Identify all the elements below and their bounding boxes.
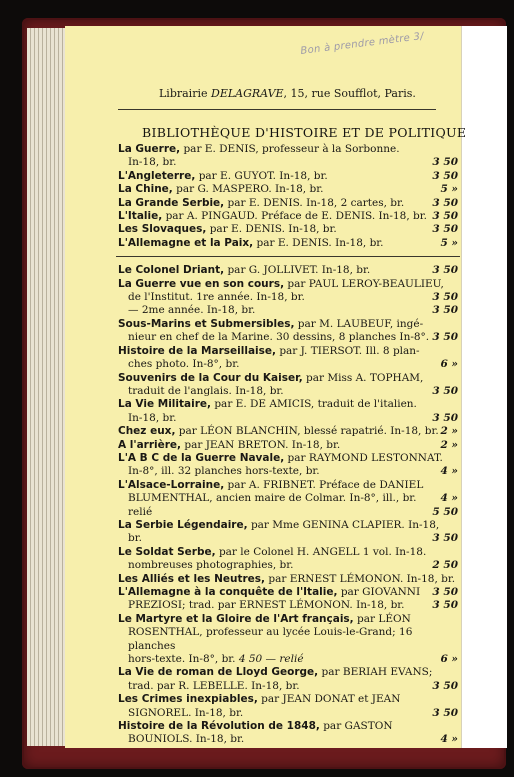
entry-price: 2 » (440, 438, 458, 451)
adjacent-page (461, 26, 507, 748)
entry-continuation (118, 680, 458, 693)
entry-details-cont: SIGNOREL. In-18, br. (128, 706, 244, 719)
entry-price: 4 » (440, 492, 458, 505)
entry-title: Histoire de la Révolution de 1848, (118, 720, 320, 733)
entry-title: L'Allemagne à la conquête de l'Italie, (118, 586, 338, 598)
catalog-entry (118, 183, 458, 196)
entry-title: Les Slovaques, (118, 223, 207, 236)
entry-title: La Vie Militaire, (118, 398, 211, 411)
entry-title: L'Angleterre, (118, 169, 196, 182)
entry-details: par A. PINGAUD. Préface de E. DENIS. In-18, br. (162, 210, 427, 223)
entry-price: 3 50 (432, 210, 458, 223)
catalog-entry (118, 519, 458, 546)
entry-details-cont: br. (128, 532, 142, 545)
entry-continuation (118, 492, 458, 505)
entry-details: par PAUL LEROY-BEAULIEU, (284, 277, 444, 290)
entry-price: 3 50 (432, 384, 458, 397)
catalog-entry (118, 479, 458, 519)
entry-details-cont: de l'Institut. 1re année. In-18, br. (128, 291, 305, 304)
entry-details-cont: nieur en chef de la Marine. 30 dessins, 8 planches In-8°. (128, 331, 430, 344)
entry-price: 5 » (440, 183, 458, 196)
entry-details-cont: ches photo. In-8°, br. (128, 358, 240, 371)
entry-price: 5 50 (432, 505, 458, 518)
entry-title: Les Alliés et les Neutres, (118, 572, 266, 585)
catalog-entry (118, 398, 458, 425)
entry-price: 3 50 (432, 264, 458, 277)
entry-title: Le Colonel Driant, (118, 264, 225, 277)
entry-title: A l'arrière, (118, 438, 182, 451)
catalog-entry (118, 425, 458, 438)
publisher-address: , 15, rue Soufflot, Paris. (283, 87, 416, 100)
entry-details: par A. FRIBNET. Préface de DANIEL (224, 478, 424, 491)
catalog-entry (118, 237, 458, 250)
entry-price: 6 » (440, 358, 458, 371)
entry-title: La Serbie Légendaire, (118, 518, 248, 531)
entry-details-cont: — 2me année. In-18, br. (128, 304, 256, 317)
catalog-group-2 (118, 264, 458, 747)
entry-details: par E. GUYOT. In-18, br. (195, 169, 328, 182)
entry-details: par E. DENIS. In-18, 2 cartes, br. (224, 196, 405, 209)
entry-title: L'Alsace-Lorraine, (118, 478, 225, 491)
entry-details: par LÉON (353, 612, 411, 625)
entry-continuation (118, 707, 458, 720)
entry-title: L'Italie, (118, 210, 163, 223)
catalog-entry (118, 278, 458, 318)
entry-price: 3 50 (432, 679, 458, 692)
entry-price: 6 » (440, 653, 458, 666)
catalog-entry (118, 318, 458, 345)
entry-continuation (118, 733, 458, 746)
entry-continuation (118, 331, 458, 344)
entry-price: 3 50 (432, 304, 458, 317)
pencil-annotation: Bon à prendre mètre 3/ (299, 30, 425, 58)
entry-continuation (118, 412, 458, 425)
catalog-entry (118, 546, 458, 573)
entry-price: 2 » (440, 425, 458, 438)
entry-details: par ERNEST LÉMONON. In-18, br. (265, 572, 456, 585)
catalog-entry (118, 197, 458, 210)
entry-price: 3 50 (432, 599, 458, 612)
entry-details-cont: BOUNIOLS. In-18, br. (128, 733, 245, 746)
entry-price: 3 50 (432, 156, 458, 169)
entry-price: 3 50 (432, 532, 458, 545)
entry-details-cont: nombreuses photographies, br. (128, 559, 294, 572)
entry-details: par E. DENIS, professeur à la Sorbonne. (180, 143, 400, 155)
catalog-entry (118, 372, 458, 399)
entry-title: La Guerre vue en son cours, (118, 277, 285, 290)
entry-price: 3 50 (432, 223, 458, 236)
entry-continuation (118, 358, 458, 371)
catalog-entry (118, 439, 458, 452)
entry-continuation (118, 291, 458, 304)
entry-price: 4 » (440, 733, 458, 746)
entry-details: par GASTON (319, 720, 393, 733)
entry-continuation (118, 559, 458, 572)
entry-details-cont: PREZIOSI; trad. par ERNEST LÉMONON. In-18, br. (128, 599, 405, 612)
entry-title: Le Soldat Serbe, (118, 545, 216, 558)
entry-title: La Chine, (118, 183, 173, 196)
catalog-entry (118, 666, 458, 693)
catalog-entry (118, 586, 458, 613)
entry-details: par JEAN DONAT et JEAN (257, 693, 401, 706)
entry-price: 3 50 (432, 331, 458, 344)
entry-price: 3 50 (432, 196, 458, 209)
entry-details: par E. DENIS. In-18, br. (206, 223, 337, 236)
entry-details: par E. DENIS. In-18, br. (253, 236, 384, 249)
entry-continuation (118, 626, 458, 653)
entry-continuation (118, 465, 458, 478)
header-rule (118, 109, 436, 110)
entry-details-cont: ROSENTHAL, professeur au lycée Louis-le-Grand; 16 planches (128, 626, 413, 652)
entry-price: 3 50 (432, 169, 458, 182)
publisher-line (159, 87, 416, 100)
page-edges (27, 28, 65, 746)
entry-details: par RAYMOND LESTONNAT. (284, 451, 443, 464)
catalog-list (118, 143, 458, 747)
entry-details: par E. DE AMICIS, traduit de l'italien. (211, 398, 417, 411)
entry-details-cont: traduit de l'anglais. In-18, br. (128, 384, 284, 397)
entry-details: par BERIAH EVANS; (318, 666, 433, 679)
catalog-entry (118, 143, 458, 170)
entry-details: par LÉON BLANCHIN, blessé rapatrié. In-18, br. (175, 425, 439, 438)
catalog-entry (118, 210, 458, 223)
entry-title: La Vie de roman de Lloyd George, (118, 666, 319, 679)
entry-details: par Miss A. TOPHAM, (302, 371, 424, 384)
catalog-entry (118, 223, 458, 236)
entry-title: Chez eux, (118, 425, 176, 438)
entry-price: 3 50 (432, 411, 458, 424)
entry-title: Souvenirs de la Cour du Kaiser, (118, 371, 303, 384)
entry-price: 3 50 (432, 291, 458, 304)
entry-title: La Grande Serbie, (118, 196, 225, 209)
entry-details: par le Colonel H. ANGELL 1 vol. In-18. (215, 545, 427, 558)
entry-title: Les Crimes inexpiables, (118, 693, 258, 706)
entry-details: par Mme GENINA CLAPIER. In-18, (247, 518, 440, 531)
entry-title: La Guerre, (118, 143, 181, 155)
entry-details-cont: In-18, br. (128, 411, 177, 424)
entry-title: Le Martyre et la Gloire de l'Art français, (118, 612, 354, 625)
entry-details-cont: hors-texte. In-8°, br. (128, 653, 236, 666)
entry-binding-price: 4 50 — relié (238, 653, 304, 666)
entry-title: L'Allemagne et la Paix, (118, 236, 254, 249)
entry-continuation (118, 532, 458, 545)
entry-title: Sous-Marins et Submersibles, (118, 317, 295, 330)
entry-continuation (118, 506, 458, 519)
entry-details: par J. TIERSOT. Ill. 8 plan- (275, 344, 420, 357)
group-separator (116, 256, 460, 257)
publisher-prefix: Librairie (159, 87, 208, 100)
catalog-entry (118, 345, 458, 372)
entry-price: 5 » (440, 236, 458, 249)
entry-details-cont: In-18, br. (128, 156, 177, 169)
entry-details: par G. JOLLIVET. In-18, br. (224, 264, 371, 277)
entry-price: 4 » (440, 465, 458, 478)
entry-continuation (118, 156, 458, 169)
entry-continuation (118, 653, 458, 666)
entry-title: L'A B C de la Guerre Navale, (118, 451, 285, 464)
series-title: BIBLIOTHÈQUE D'HISTOIRE ET DE POLITIQUE (142, 125, 467, 140)
entry-continuation (118, 385, 458, 398)
entry-details-cont: trad. par R. LEBELLE. In-18, br. (128, 679, 300, 692)
entry-details-cont: BLUMENTHAL, ancien maire de Colmar. In-8°, ill., br. (128, 492, 417, 505)
catalog-entry (118, 720, 458, 747)
catalog-entry (118, 170, 458, 183)
entry-details: par JEAN BRETON. In-18, br. (181, 438, 341, 451)
catalog-entry (118, 613, 458, 667)
entry-price: 3 50 (432, 706, 458, 719)
publisher-name: DELAGRAVE (211, 87, 284, 100)
entry-details: par GIOVANNI (337, 586, 421, 598)
catalog-entry (118, 452, 458, 479)
entry-details-cont: In-8°, ill. 32 planches hors-texte, br. (128, 465, 320, 478)
entry-details: par M. LAUBEUF, ingé- (294, 317, 424, 330)
entry-details-cont: relié (128, 505, 153, 518)
catalog-entry (118, 693, 458, 720)
entry-price: 2 50 (432, 559, 458, 572)
entry-title: Histoire de la Marseillaise, (118, 344, 276, 357)
entry-continuation (118, 599, 458, 612)
entry-continuation (118, 304, 458, 317)
entry-details: par G. MASPERO. In-18, br. (172, 183, 324, 196)
entry-price: 3 50 (432, 586, 458, 598)
catalog-entry (118, 264, 458, 277)
catalog-group-1 (118, 143, 458, 250)
